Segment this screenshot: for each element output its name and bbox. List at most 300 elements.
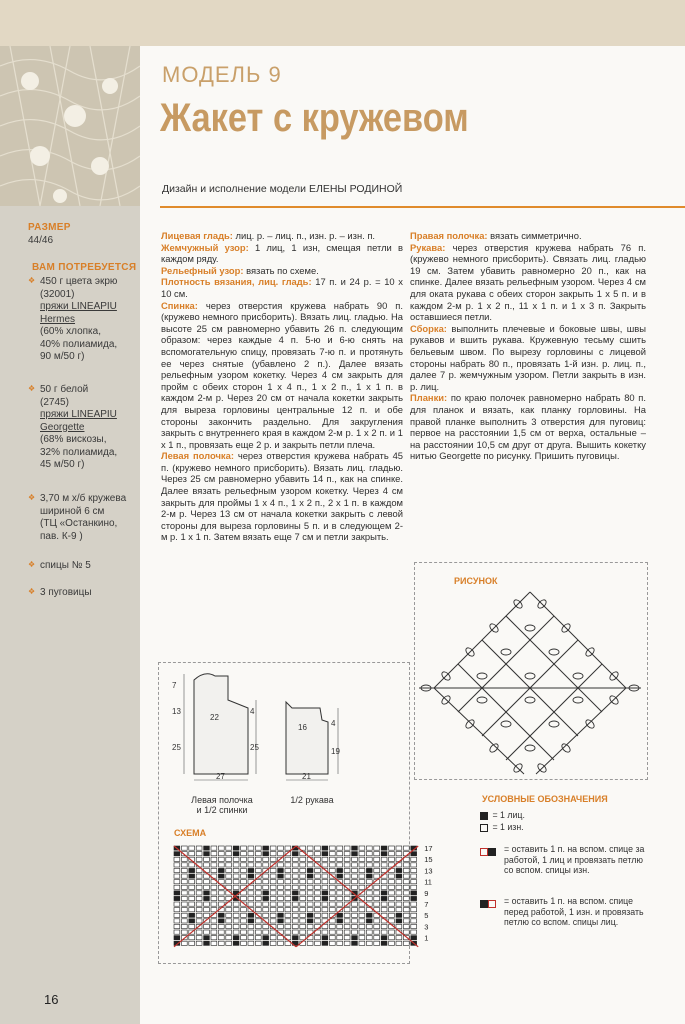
chart-cell [374, 891, 380, 895]
chart-cell [403, 919, 409, 923]
chart-cell [181, 846, 187, 850]
chart-cell [389, 930, 395, 934]
chart-cell [352, 863, 358, 867]
item-line: 32% полиамида, [40, 446, 118, 458]
chart-cell [396, 880, 402, 884]
chart-cell [181, 902, 187, 906]
chart-cell [374, 868, 380, 872]
chart-cell [233, 908, 239, 912]
chart-cell [196, 880, 202, 884]
chart-cell [285, 857, 291, 861]
chart-cell [374, 885, 380, 889]
chart-cell [381, 846, 387, 850]
chart-cell [226, 936, 232, 940]
chart-cell [381, 857, 387, 861]
chart-cell [278, 874, 284, 878]
chart-cell [315, 846, 321, 850]
chart-cell [329, 863, 335, 867]
chart-cell [315, 880, 321, 884]
chart-cell [344, 896, 350, 900]
chart-cell [403, 908, 409, 912]
chart-cell [322, 863, 328, 867]
chart-cell [189, 880, 195, 884]
material-item [28, 587, 140, 600]
chart-cell [322, 902, 328, 906]
chart-cell [174, 863, 180, 867]
chart-cell [300, 913, 306, 917]
chart-cell [344, 868, 350, 872]
chart-cell [396, 908, 402, 912]
chart-cell [189, 874, 195, 878]
chart-cell [374, 896, 380, 900]
legend [480, 810, 650, 950]
chart-cell [359, 852, 365, 856]
title-underline [160, 206, 685, 208]
chart-cell [337, 936, 343, 940]
chart-cell [344, 930, 350, 934]
chart-row-label: 9 [424, 888, 429, 898]
chart-cell [389, 908, 395, 912]
chart-cell [292, 863, 298, 867]
chart-cell [226, 908, 232, 912]
chart-cell [411, 930, 417, 934]
chart-cell [211, 885, 217, 889]
empty-square-icon [480, 824, 488, 832]
chart-cell [389, 880, 395, 884]
chart-cell [366, 868, 372, 872]
instructions-column-1 [161, 230, 403, 543]
chart-cell [285, 863, 291, 867]
chart-cell [403, 874, 409, 878]
chart-cell [352, 908, 358, 912]
chart-cell [396, 846, 402, 850]
chart-cell [248, 941, 254, 945]
chart-cell [352, 913, 358, 917]
chart-cell [181, 891, 187, 895]
chart-cell [300, 880, 306, 884]
chart-cell [292, 857, 298, 861]
chart-cell [381, 902, 387, 906]
item-line: 450 г цвета экрю [40, 276, 118, 287]
item-line: (68% вискозы, [40, 434, 107, 445]
front-caption: Левая полочка и 1/2 спинки [191, 795, 253, 815]
chart-cell [344, 857, 350, 861]
chart-cell [248, 885, 254, 889]
chart-cell [211, 846, 217, 850]
size-value: 44/46 [28, 234, 54, 246]
chart-cell [322, 891, 328, 895]
chart-cell [278, 885, 284, 889]
chart-cell [174, 874, 180, 878]
chart-cell [263, 913, 269, 917]
chart-cell [211, 908, 217, 912]
lace-photo [0, 46, 140, 206]
chart-cell [337, 902, 343, 906]
chart-cell [374, 919, 380, 923]
chart-cell [189, 908, 195, 912]
chart-cell [255, 919, 261, 923]
chart-cell [196, 936, 202, 940]
chart-cell [403, 902, 409, 906]
chart-cell [174, 885, 180, 889]
chart-cell [174, 857, 180, 861]
chart-cell [396, 852, 402, 856]
chart-cell [374, 924, 380, 928]
chart-cell [189, 936, 195, 940]
chart-cell [211, 930, 217, 934]
chart-cell [352, 941, 358, 945]
chart-cell [359, 863, 365, 867]
chart-cell [359, 936, 365, 940]
chart-row-label: 1 [424, 933, 429, 943]
bullet-icon: ❖ [28, 587, 36, 596]
chart-cell [189, 852, 195, 856]
chart-cell [322, 874, 328, 878]
chart-cell [285, 924, 291, 928]
item-line: 50 г белой [40, 384, 89, 395]
chart-cell [403, 891, 409, 895]
item-line: Georgette [40, 421, 85, 433]
chart-cell [307, 913, 313, 917]
chart-cell [307, 891, 313, 895]
chart-cell [344, 913, 350, 917]
chart-cell [411, 852, 417, 856]
chart-cell [322, 930, 328, 934]
bullet-icon: ❖ [28, 276, 36, 285]
chart-cell [396, 936, 402, 940]
chart-cell [352, 874, 358, 878]
chart-cell [204, 924, 210, 928]
chart-cell [189, 885, 195, 889]
chart-cell [381, 896, 387, 900]
bullet-icon: ❖ [28, 493, 36, 502]
chart-cell [270, 857, 276, 861]
chart-cell [270, 919, 276, 923]
chart-cell [411, 874, 417, 878]
chart-cell [344, 880, 350, 884]
chart-cell [233, 880, 239, 884]
chart-cell [255, 852, 261, 856]
chart-cell [263, 896, 269, 900]
chart-cell [322, 913, 328, 917]
chart-cell [359, 930, 365, 934]
item-line: спицы № 5 [40, 560, 91, 571]
chart-cell [396, 941, 402, 945]
chart-cell [211, 896, 217, 900]
chart-cell [241, 868, 247, 872]
chart-cell [255, 857, 261, 861]
chart-cell [233, 846, 239, 850]
size-heading: РАЗМЕР [28, 222, 71, 233]
chart-cell [374, 930, 380, 934]
chart-cell [248, 874, 254, 878]
chart-cell [366, 919, 372, 923]
chart-cell [411, 880, 417, 884]
chart-cell [344, 919, 350, 923]
chart-cell [359, 874, 365, 878]
dim-label: 27 [216, 772, 225, 781]
legend-title: УСЛОВНЫЕ ОБОЗНАЧЕНИЯ [482, 794, 608, 804]
chart-cell [366, 863, 372, 867]
item-line: (2745) [40, 396, 69, 408]
chart-cell [403, 863, 409, 867]
chart-cell [196, 891, 202, 895]
chart-cell [374, 846, 380, 850]
chart-cell [315, 902, 321, 906]
paragraph: Рукава: через отверстия кружева набрать 76 п. (кружево немного присборить). Связать лиц. гладью 19 см. Затем убавить равномерно 20 п., как на спинке. Далее вязать рельефным узором. Через 4 см для оката рукава с обеих сторон закрыть 1 х 5 п. и в каждом 2-м р. 1 х 2 п., 11 х 1 п. и 1 х 3 п. Закрыть оставшиеся петли. [410, 241, 646, 323]
chart-cell [204, 902, 210, 906]
chart-cell [233, 857, 239, 861]
chart-cell [381, 908, 387, 912]
chart-cell [270, 885, 276, 889]
chart-cell [233, 874, 239, 878]
chart-cell [366, 874, 372, 878]
chart-cell [196, 874, 202, 878]
chart-row-label: 15 [424, 855, 433, 865]
chart-cell [263, 874, 269, 878]
chart-cell [307, 896, 313, 900]
item-line: (ТЦ «Останкино, [40, 518, 118, 529]
chart-cell [204, 852, 210, 856]
chart-cell [218, 924, 224, 928]
chart-cell [322, 941, 328, 945]
chart-cell [403, 941, 409, 945]
chart-cell [174, 919, 180, 923]
chart-cell [189, 891, 195, 895]
chart-cell [374, 936, 380, 940]
chart-cell [204, 857, 210, 861]
chart-cell [218, 941, 224, 945]
chart-cell [329, 902, 335, 906]
chart-cell [329, 908, 335, 912]
chart-cell [174, 868, 180, 872]
embroidery-pattern [414, 586, 646, 778]
chart-cell [174, 896, 180, 900]
chart-cell [270, 936, 276, 940]
chart-cell [292, 930, 298, 934]
chart-cell [411, 863, 417, 867]
chart-cell [381, 936, 387, 940]
chart-cell [344, 846, 350, 850]
page-title: Жакет с кружевом [160, 96, 469, 140]
chart-cell [196, 852, 202, 856]
chart-cell [366, 880, 372, 884]
chart-cell [344, 908, 350, 912]
chart-cell [204, 941, 210, 945]
chart-cell [315, 857, 321, 861]
chart-cell [196, 896, 202, 900]
chart-cell [241, 863, 247, 867]
chart-cell [292, 880, 298, 884]
chart-cell [263, 924, 269, 928]
chart-cell [396, 896, 402, 900]
dim-label: 21 [302, 772, 311, 781]
chart-cell [255, 880, 261, 884]
chart-cell [329, 936, 335, 940]
chart-cell [196, 913, 202, 917]
chart-cell [307, 908, 313, 912]
chart-cell [359, 857, 365, 861]
material-item [28, 276, 140, 364]
chart-cell [396, 874, 402, 878]
chart-cell [337, 913, 343, 917]
paragraph: Лицевая гладь: лиц. р. – лиц. п., изн. р. – изн. п. [161, 230, 376, 241]
chart-cell [285, 891, 291, 895]
chart-cell [352, 919, 358, 923]
chart-cell [241, 936, 247, 940]
chart-cell [196, 930, 202, 934]
chart-cell [389, 913, 395, 917]
chart-cell [389, 941, 395, 945]
chart-cell [396, 924, 402, 928]
chart-cell [411, 936, 417, 940]
chart-row-label: 7 [424, 900, 429, 909]
chart-cell [189, 846, 195, 850]
chart-cell [226, 857, 232, 861]
chart-cell [411, 924, 417, 928]
chart-cell [181, 868, 187, 872]
chart-cell [174, 936, 180, 940]
materials-heading: ВАМ ПОТРЕБУЕТСЯ [32, 262, 137, 273]
chart-cell [300, 908, 306, 912]
chart-cell [248, 919, 254, 923]
chart-cell [315, 913, 321, 917]
chart-cell [307, 868, 313, 872]
chart-cell [241, 908, 247, 912]
chart-cell [352, 936, 358, 940]
chart-cell [278, 868, 284, 872]
chart-cell [204, 930, 210, 934]
chart-cell [352, 924, 358, 928]
chart-cell [411, 896, 417, 900]
chart-cell [248, 846, 254, 850]
chart-cell [226, 868, 232, 872]
chart-cell [270, 908, 276, 912]
chart-cell [337, 896, 343, 900]
chart-row-label: 13 [424, 866, 433, 876]
chart-cell [344, 852, 350, 856]
page-number: 16 [44, 992, 59, 1007]
item-line: 45 м/50 г) [40, 459, 85, 470]
chart-cell [411, 857, 417, 861]
chart-cell [322, 880, 328, 884]
chart-cell [263, 852, 269, 856]
chart-cell [366, 941, 372, 945]
chart-cell [263, 908, 269, 912]
chart-cell [241, 930, 247, 934]
chart-cell [300, 885, 306, 889]
chart-cell [278, 902, 284, 906]
chart-cell [389, 857, 395, 861]
chart-cell [315, 891, 321, 895]
chart-cell [204, 880, 210, 884]
chart-cell [403, 885, 409, 889]
chart-cell [300, 857, 306, 861]
item-line: шириной 6 см [40, 505, 105, 517]
chart-cell [389, 891, 395, 895]
chart-cell [381, 941, 387, 945]
chart-cell [292, 936, 298, 940]
dim-label: 4 [250, 707, 255, 716]
chart-cell [300, 896, 306, 900]
paragraph: Левая полочка: через отверстия кружева набрать 45 п. (кружево немного присборить). Вязать лиц. гладью. Через 25 см равномерно убавить 14 п., как на спинке. Далее вязать рельефным узором кокетку. Через 4 см закрыть для проймы 1 х 4 п., 1 х 2 п., 2 х 1 п. в каждом 2-м р. Через 13 см от начала кокетки закрыть с левой стороны для выреза горловины 5 п. и в следующем 2-м р. 1 х 1 п. Затем вязать еще 7 см и петли закрыть. [161, 450, 404, 543]
chart-cell [389, 874, 395, 878]
chart-cell [359, 868, 365, 872]
chart-cell [181, 924, 187, 928]
chart-cell [300, 863, 306, 867]
pattern-drawing-title: РИСУНОК [454, 576, 498, 586]
chart-cell [255, 930, 261, 934]
chart-cell [233, 924, 239, 928]
chart-cell [278, 941, 284, 945]
chart-cell [411, 913, 417, 917]
chart-cell [278, 913, 284, 917]
chart-cell [233, 885, 239, 889]
chart-cell [337, 919, 343, 923]
chart-cell [270, 941, 276, 945]
chart-cell [329, 941, 335, 945]
chart-cell [196, 908, 202, 912]
chart-cell [181, 919, 187, 923]
chart-cell [263, 846, 269, 850]
chart-cell [381, 891, 387, 895]
chart-cell [337, 874, 343, 878]
chart-cell [189, 863, 195, 867]
chart-cell [233, 863, 239, 867]
chart-cell [352, 857, 358, 861]
material-item [28, 384, 140, 472]
chart-cell [255, 896, 261, 900]
chart-cell [329, 924, 335, 928]
chart-cell [292, 852, 298, 856]
chart-cell [344, 936, 350, 940]
paragraph: Жемчужный узор: 1 лиц, 1 изн, смещая петли в каждом ряду. [161, 241, 404, 265]
chart-cell [322, 908, 328, 912]
chart-cell [366, 891, 372, 895]
chart-cell [181, 885, 187, 889]
cable-symbol-icon [488, 848, 496, 856]
chart-cell [322, 885, 328, 889]
chart-cell [315, 885, 321, 889]
chart-cell [189, 941, 195, 945]
chart-cell [337, 846, 343, 850]
chart-cell [411, 902, 417, 906]
chart-cell [374, 874, 380, 878]
chart-cell [352, 885, 358, 889]
chart-cell [374, 902, 380, 906]
chart-cell [241, 846, 247, 850]
chart-cell [307, 846, 313, 850]
chart-cell [315, 936, 321, 940]
chart-cell [292, 913, 298, 917]
chart-cell [359, 913, 365, 917]
material-item [28, 560, 140, 573]
chart-cell [248, 936, 254, 940]
chart-cell [307, 880, 313, 884]
chart-cell [411, 885, 417, 889]
chart-cell [278, 924, 284, 928]
item-line: 3,70 м х/б кружева [40, 493, 127, 504]
chart-cell [248, 902, 254, 906]
chart-cell [300, 902, 306, 906]
chart-cell [292, 908, 298, 912]
chart-cell [211, 936, 217, 940]
chart-row-label: 5 [424, 911, 429, 921]
chart-cell [352, 902, 358, 906]
chart-cell [218, 857, 224, 861]
chart-cell [381, 863, 387, 867]
chart-cell [285, 908, 291, 912]
